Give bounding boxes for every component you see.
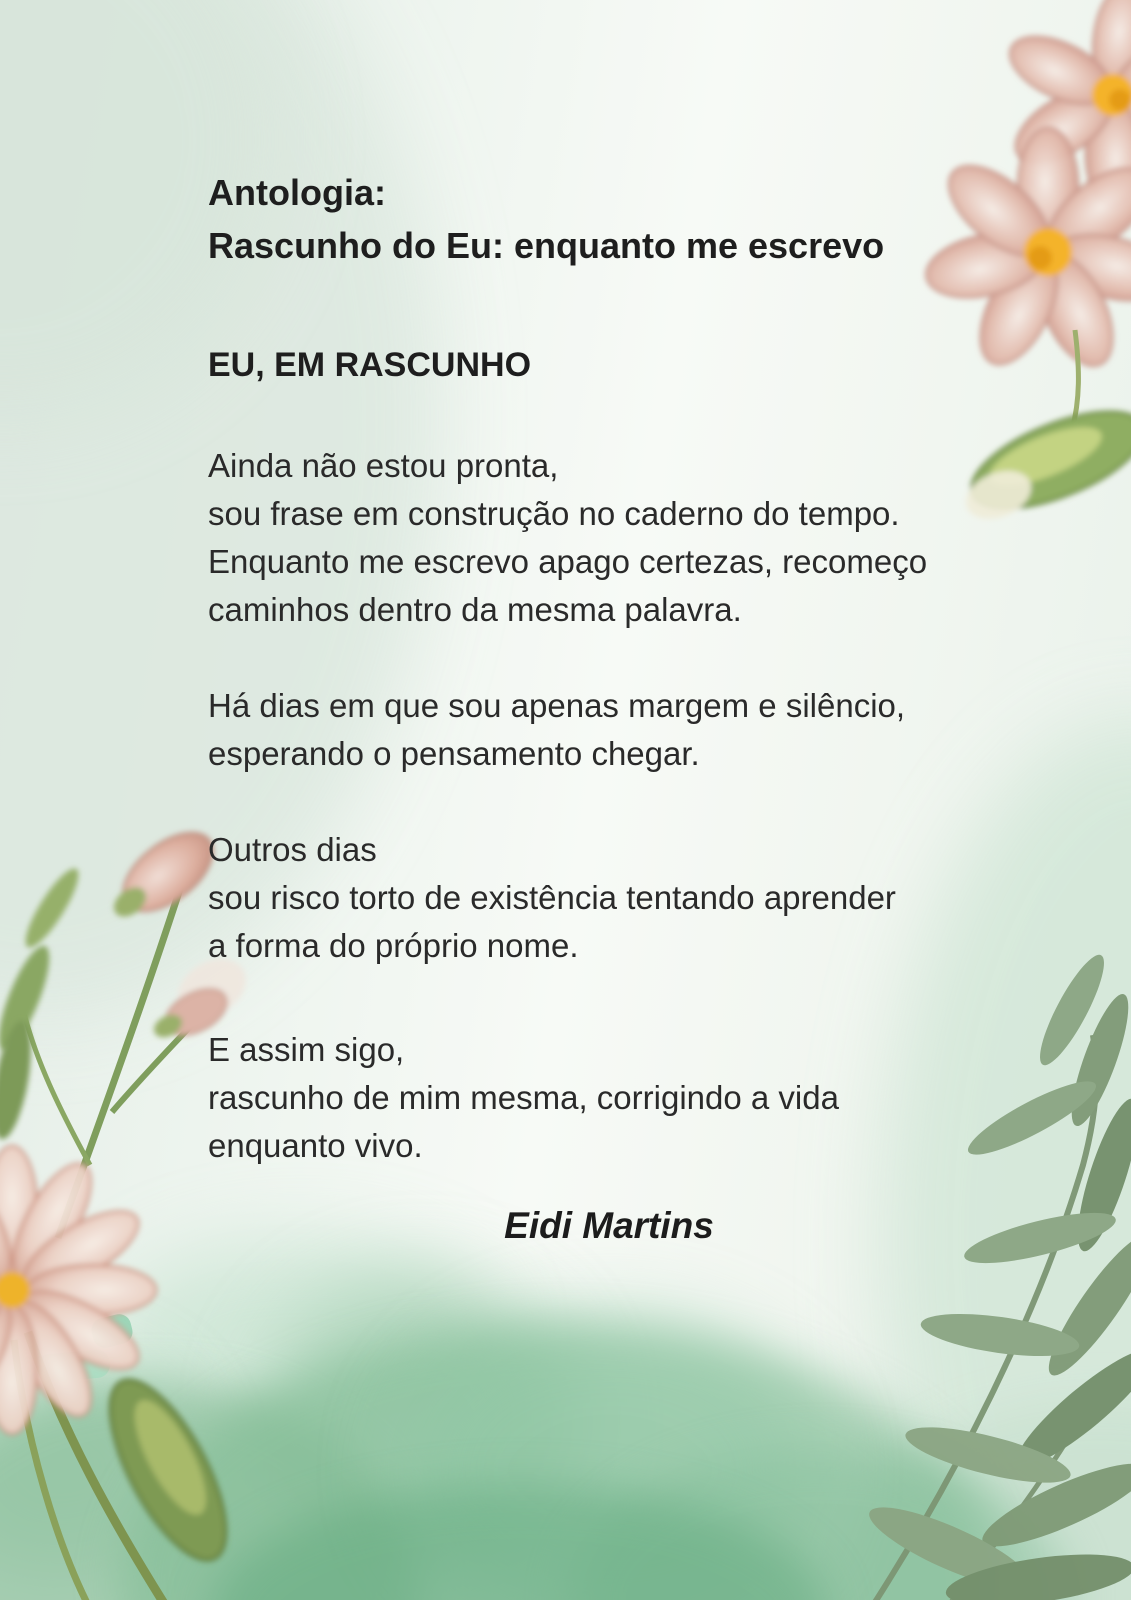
poem-line: Ainda não estou pronta, [208, 447, 559, 484]
title-line-2: Rascunho do Eu: enquanto me escrevo [208, 225, 885, 266]
page-title [208, 166, 1010, 272]
poem-line: E assim sigo, [208, 1031, 405, 1068]
poem-line: caminhos dentro da mesma palavra. [208, 591, 742, 628]
poem-line: enquanto vivo. [208, 1127, 423, 1164]
author-signature: Eidi Martins [504, 1205, 714, 1246]
poem-content [208, 166, 1010, 1248]
poem-line: sou risco torto de existência tentando aprender [208, 879, 896, 916]
poem-line: Há dias em que sou apenas margem e silêncio, [208, 687, 906, 724]
poem-line: esperando o pensamento chegar. [208, 735, 700, 772]
poem-line: Outros dias [208, 831, 377, 868]
poem-line: Enquanto me escrevo apago certezas, recomeço [208, 543, 928, 580]
stanza-3 [208, 826, 1010, 970]
title-line-1: Antologia: [208, 172, 386, 213]
stanza-1 [208, 442, 1010, 634]
stanza-2 [208, 682, 1010, 778]
poem-heading: EU, EM RASCUNHO [208, 346, 532, 384]
poem-line: sou frase em construção no caderno do tempo. [208, 495, 900, 532]
poem-line: rascunho de mim mesma, corrigindo a vida [208, 1079, 839, 1116]
stanza-4 [208, 1026, 1010, 1170]
poem-line: a forma do próprio nome. [208, 927, 579, 964]
